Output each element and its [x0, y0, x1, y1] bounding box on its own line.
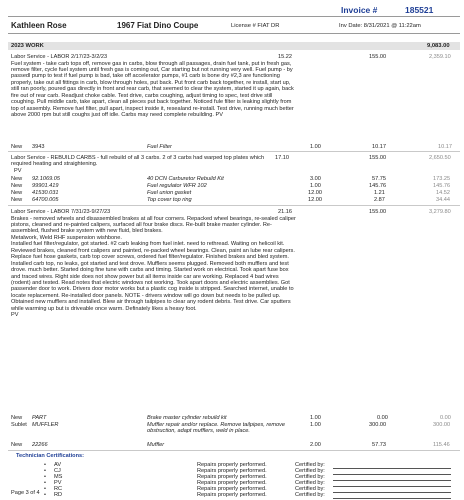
page-number: Page 3 of 4 — [11, 490, 40, 496]
customer-name: Kathleen Rose — [11, 21, 67, 30]
section-title: 2023 WORK — [11, 43, 44, 49]
job-3-title: Labor Service - LABOR 7/31/23-9/27/23 — [11, 209, 111, 215]
signature-line[interactable] — [333, 480, 451, 481]
divider — [8, 205, 460, 206]
job-3-hours: 21.16 — [278, 209, 292, 215]
job-3-description: Brakes - removed wheels and disassembled brakes at all four corners. Repacked wheel bearings, re-sealed caliper pistons, cleaned and re-painted calipers, surfaced all four brake discs. Re-built brake master cylinder. Re-assembled, flushed brake system with new fluid, bled brakes. Metalwork, Weld RHF suspension wishbone. Installed fuel filter/regulator, got started. #2 carb leaking from fuel inlet. need to rethread. Waiting on helicoil kit. Reviewed brakes, cleaned front calipers and painted, re-packed wheel bearings. Clean, paint an lube rear calipers. Replace fuel hose gaskets, carb top cover screws, ordered fuel filter/regulator. Finished brakes and bled system. Installed carb top, no leaks, got started and test drove. Mufflers seems plugged. Removed both mufflers and test drove. much better. Started doing fine tune with carbs and timing. Started work on electrical. Took apart fuse box and traced wires. Right side does not show power but all items inside car are working. Replaced 4 bad wires (rodent) and tested. Read notes that electric windows not working. Took apart doors and electric assemblies. Got passender door to work. Drivers door motor works but a plastic cog inside is stripped. Searched internet, unable to locate replacement. Re-installed door panels. NOTE - drivers window will go down but needs to be pulled up. Obtained new mufflers and installed. Blew air through tailpipes to clear any rodent debris. Test drive. Car sputters while warming up but is driveable once warm. Definately likes a heavy foot. PV — [11, 215, 296, 319]
license-plate: License # FIAT DR — [231, 23, 280, 29]
signature-line[interactable] — [333, 498, 451, 499]
signature-line[interactable] — [333, 474, 451, 475]
job-1-hours: 15.22 — [278, 54, 292, 60]
job-1-description: Fuel system - take carb tops off, remove gas in carbs, blow through all passages, drain fuel tank, put in fresh gas, remove filter, cycle fuel system until fresh gas is coming out, Car starting but not running very well. Fuel pump - by passedl pump to test if fuel pump is bad, take off accelerator pumps, #1 carb is bone dry #2,3 are functioning properly, take out all fittings in carb, blow through holes, put back. Put front carb back together, re install, start up, still ran poorly, poured gas directly in front and rear carb, that seemed to clear the system, started it up again, back fire out of rear carb. Readjust choke cable. Test drive, carbs coughing, adjust timing to spec, test drive still coughing. Pull middle carb, take apart, clean all pieces put back together. Noticed fule filter is leaking slightly from top of assembly. Remove fuel filter, pull apart, inspect inside it, resealand re-install. Test drive, running much better above 2000 rpm but still coughs just off idle. Carbs may need complete rebuilding. PV — [11, 60, 294, 119]
invoice-label: Invoice # — [341, 5, 378, 15]
divider — [8, 151, 460, 152]
section-total: 9,083.00 — [427, 43, 450, 49]
section-header — [8, 42, 460, 50]
signature-line[interactable] — [333, 468, 451, 469]
divider — [8, 450, 460, 451]
signature-line[interactable] — [333, 492, 451, 493]
job-2-hours: 17.10 — [275, 155, 289, 161]
job-2-description: PV — [14, 168, 22, 174]
job-1-title: Labor Service - LABOR 2/17/23-3/2/23 — [11, 54, 108, 60]
job-2-title: Labor Service - REBUILD CARBS - full rebuild of all 3 carbs. 2 of 3 carbs had warped top plates which required heating and straightening. — [11, 155, 265, 168]
job-2-rate: 155.00 — [369, 155, 387, 161]
job-1-rate: 155.00 — [369, 54, 387, 60]
signature-line[interactable] — [333, 486, 451, 487]
job-3-amount: 3,279.80 — [429, 209, 451, 215]
vehicle-name: 1967 Fiat Dino Coupe — [117, 21, 199, 30]
invoice-date: Inv Date: 8/31/2021 @ 11:22am — [339, 23, 421, 29]
job-2-amount: 2,650.50 — [429, 155, 451, 161]
job-3-rate: 155.00 — [369, 209, 387, 215]
job-1-amount: 2,359.10 — [429, 54, 451, 60]
invoice-number: 185521 — [405, 5, 434, 15]
certifications-title: Technician Certifications: — [16, 453, 84, 459]
